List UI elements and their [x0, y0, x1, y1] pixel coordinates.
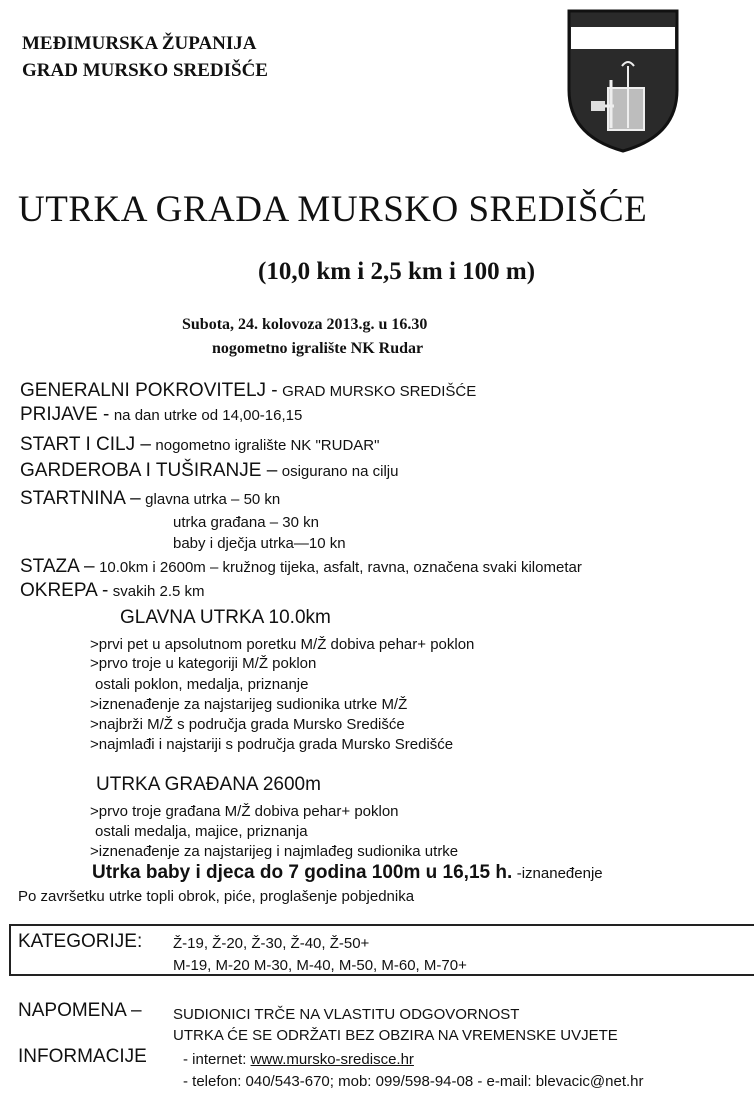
- main-race-item: >prvo troje u kategoriji M/Ž poklon: [90, 655, 317, 672]
- kids-race-row: [92, 862, 603, 884]
- categories-women: Ž-19, Ž-20, Ž-30, Ž-40, Ž-50+: [173, 935, 370, 952]
- main-race-item: >prvi pet u apsolutnom poretku M/Ž dobiva pehar+ poklon: [90, 636, 475, 653]
- website-link[interactable]: www.mursko-sredisce.hr: [250, 1051, 414, 1068]
- fee-line: glavna utrka – 50 kn: [145, 491, 281, 508]
- coat-of-arms-icon: [566, 8, 680, 154]
- registration-value: na dan utrke od 14,00-16,15: [113, 407, 303, 424]
- county-name: MEĐIMURSKA ŽUPANIJA: [22, 33, 257, 54]
- track-row: [20, 556, 582, 578]
- main-race-item: >najmlađi i najstariji s područja grada Mursko Središće: [90, 736, 454, 753]
- sponsor-value: GRAD MURSKO SREDIŠĆE: [282, 383, 477, 400]
- categories-men: M-19, M-20 M-30, M-40, M-50, M-60, M-70+: [173, 957, 467, 974]
- cloakroom-label: GARDEROBA I TUŠIRANJE –: [20, 460, 278, 481]
- fee-line: utrka građana – 30 kn: [173, 514, 319, 531]
- contact-phone-line: - telefon: 040/543-670; mob: 099/598-94-08 - e-mail: blevacic@net.hr: [183, 1073, 644, 1090]
- main-race-heading: GLAVNA UTRKA 10.0km: [120, 607, 331, 628]
- cloakroom-value: osigurano na cilju: [281, 463, 399, 480]
- registration-row: [20, 404, 302, 426]
- start-label: START I CILJ –: [20, 434, 151, 455]
- fee-line: baby i dječja utrka—10 kn: [173, 535, 346, 552]
- kids-race-text: Utrka baby i djeca do 7 godina 100m u 16,15 h.: [92, 862, 513, 883]
- event-date: Subota, 24. kolovoza 2013.g. u 16.30: [182, 316, 428, 333]
- refreshment-row: [20, 580, 205, 602]
- kids-race-suffix: -iznanеđenje: [516, 865, 603, 882]
- refreshment-value: svakih 2.5 km: [112, 583, 205, 600]
- fee-label: STARTNINA –: [20, 488, 141, 509]
- cloakroom-row: [20, 460, 398, 482]
- categories-label: KATEGORIJE:: [18, 931, 143, 952]
- main-race-item: ostali poklon, medalja, priznanje: [95, 676, 309, 693]
- citizens-race-item: >iznenađenje za najstarijeg i najmlađeg sudionika utrke: [90, 843, 459, 860]
- contact-internet-row: [183, 1051, 414, 1068]
- page-title: UTRKA GRADA MURSKO SREDIŠĆE: [18, 189, 648, 230]
- notes-line: UTRKA ĆE SE ODRŽATI BEZ OBZIRA NA VREMENSKE UVJETE: [173, 1027, 618, 1044]
- notes-label: NAPOMENA –: [18, 1000, 142, 1021]
- refreshment-label: OKREPA -: [20, 580, 109, 601]
- contact-internet-prefix: - internet:: [183, 1051, 247, 1068]
- sponsor-label: GENERALNI POKROVITELJ -: [20, 380, 278, 401]
- track-value: 10.0km i 2600m – kružnog tijeka, asfalt, ravna, označena svaki kilometar: [99, 559, 582, 576]
- citizens-race-item: ostali medalja, majice, priznanja: [95, 823, 308, 840]
- citizens-race-item: >prvo troje građana M/Ž dobiva pehar+ poklon: [90, 803, 399, 820]
- town-name: GRAD MURSKO SREDIŠĆE: [22, 60, 268, 81]
- notes-line: SUDIONICI TRČE NA VLASTITU ODGOVORNOST: [173, 1006, 520, 1023]
- after-race-text: Po završetku utrke topli obrok, piće, proglašenje pobjednika: [18, 888, 415, 905]
- contact-label: INFORMACIJE: [18, 1046, 147, 1067]
- sponsor-row: [20, 380, 476, 402]
- track-label: STAZA –: [20, 556, 95, 577]
- citizens-race-heading: UTRKA GRAĐANA 2600m: [96, 774, 321, 795]
- page-subtitle: (10,0 km i 2,5 km i 100 m): [258, 258, 536, 285]
- fee-row: [20, 488, 280, 510]
- registration-label: PRIJAVE -: [20, 404, 110, 425]
- start-row: [20, 434, 379, 456]
- start-value: nogometno igralište NK "RUDAR": [155, 437, 380, 454]
- main-race-item: >iznenađenje za najstarijeg sudionika utrke M/Ž: [90, 696, 408, 713]
- event-venue: nogometno igralište NK Rudar: [212, 340, 424, 357]
- main-race-item: >najbrži M/Ž s područja grada Mursko Središće: [90, 716, 405, 733]
